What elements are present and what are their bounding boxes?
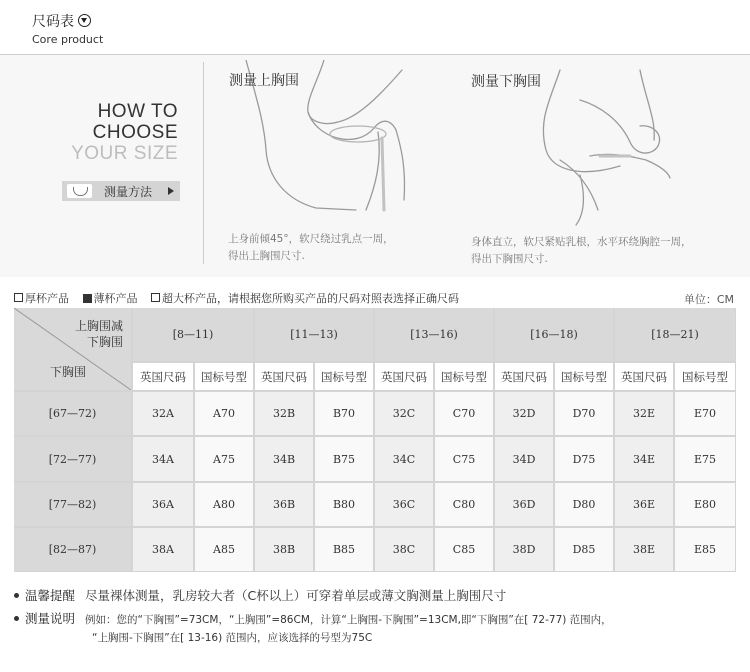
chevron-down-icon[interactable] bbox=[78, 14, 91, 27]
underbust-range: [67—72) bbox=[14, 392, 131, 435]
size-cell: 34C bbox=[375, 437, 433, 481]
lower-desc-line-1: 身体直立，软尺紧贴乳根，水平环绕胸腔一周， bbox=[471, 236, 692, 248]
upper-desc-line-2: 得出上胸围尺寸. bbox=[228, 250, 305, 262]
size-cell: E70 bbox=[675, 392, 735, 435]
how-line-3: YOUR SIZE bbox=[71, 143, 178, 164]
measure-line-1: 例如：您的“下胸围”=73CM，“上胸围”=86CM，计算“上胸围-下胸围”=13CM,即“下胸围”在[ 72-77) 范围内， bbox=[85, 614, 612, 626]
intl-size-header: 国标号型 bbox=[435, 363, 493, 390]
size-cell: 32C bbox=[375, 392, 433, 435]
legend-thin bbox=[83, 292, 138, 305]
size-cell: A70 bbox=[195, 392, 253, 435]
intl-size-header: 国标号型 bbox=[195, 363, 253, 390]
measure-label: 测量说明 bbox=[25, 611, 76, 626]
size-cell: C85 bbox=[435, 528, 493, 571]
size-cell: 36B bbox=[255, 483, 313, 526]
upper-bust-title: 测量上胸围 bbox=[229, 73, 299, 89]
legend-thin-label: 薄杯产品 bbox=[93, 292, 138, 305]
measure-note bbox=[14, 609, 612, 627]
legend-big bbox=[151, 292, 459, 305]
measure-line-2: “上胸围-下胸围”在[ 13-16) 范围内，应该选择的号型为75C bbox=[92, 632, 373, 644]
size-cell: A80 bbox=[195, 483, 253, 526]
group-header: [8—11) bbox=[133, 308, 253, 361]
size-cell: 32E bbox=[615, 392, 673, 435]
size-cell: 34D bbox=[495, 437, 553, 481]
size-cell: D70 bbox=[555, 392, 613, 435]
bra-icon bbox=[67, 184, 92, 198]
size-cell: 38E bbox=[615, 528, 673, 571]
legend-thick bbox=[14, 292, 69, 305]
size-cell: 36A bbox=[133, 483, 193, 526]
tip-label: 温馨提醒 bbox=[25, 588, 76, 603]
play-arrow-icon bbox=[168, 187, 174, 195]
subtitle: Core product bbox=[32, 33, 104, 46]
size-cell: D75 bbox=[555, 437, 613, 481]
size-cell: 34E bbox=[615, 437, 673, 481]
group-header: [16—18) bbox=[495, 308, 613, 361]
size-cell: 38C bbox=[375, 528, 433, 571]
size-cell: 36C bbox=[375, 483, 433, 526]
measure-method-button[interactable] bbox=[62, 181, 180, 201]
underbust-range: [82—87) bbox=[14, 528, 131, 571]
size-cell: E75 bbox=[675, 437, 735, 481]
size-cell: B80 bbox=[315, 483, 373, 526]
how-line-1: HOW TO bbox=[97, 101, 178, 122]
corner-top-line-1: 上胸围减 bbox=[74, 319, 123, 333]
cup-type-legend bbox=[14, 290, 469, 306]
uk-size-header: 英国尺码 bbox=[133, 363, 193, 390]
legend-big-label: 超大杯产品，请根据您所购买产品的尺码对照表选择正确尺码 bbox=[162, 292, 459, 305]
intl-size-header: 国标号型 bbox=[315, 363, 373, 390]
how-to-choose-heading bbox=[71, 101, 178, 164]
group-header: [11—13) bbox=[255, 308, 373, 361]
corner-top-label bbox=[75, 318, 123, 350]
uk-size-header: 英国尺码 bbox=[375, 363, 433, 390]
lower-bust-illustration bbox=[520, 60, 710, 230]
size-table bbox=[14, 308, 736, 572]
size-cell: C80 bbox=[435, 483, 493, 526]
legend-thick-label: 厚杯产品 bbox=[25, 292, 69, 305]
size-cell: 38D bbox=[495, 528, 553, 571]
size-cell: D80 bbox=[555, 483, 613, 526]
size-cell: 36D bbox=[495, 483, 553, 526]
empty-square-icon bbox=[14, 293, 23, 302]
size-cell: E80 bbox=[675, 483, 735, 526]
size-cell: 32D bbox=[495, 392, 553, 435]
size-cell: 36E bbox=[615, 483, 673, 526]
size-cell: C75 bbox=[435, 437, 493, 481]
group-header: [18—21) bbox=[615, 308, 735, 361]
upper-desc-line-1: 上身前倾45°，软尺绕过乳点一周， bbox=[228, 233, 394, 245]
size-cell: A75 bbox=[195, 437, 253, 481]
uk-size-header: 英国尺码 bbox=[615, 363, 673, 390]
table-corner bbox=[14, 308, 131, 390]
size-cell: 34B bbox=[255, 437, 313, 481]
uk-size-header: 英国尺码 bbox=[495, 363, 553, 390]
size-cell: A85 bbox=[195, 528, 253, 571]
size-cell: D85 bbox=[555, 528, 613, 571]
size-cell: 32B bbox=[255, 392, 313, 435]
how-line-2: CHOOSE bbox=[92, 122, 178, 143]
underbust-range: [77—82) bbox=[14, 483, 131, 526]
empty-square-icon bbox=[151, 293, 160, 302]
tip-text: 尽量裸体测量，乳房较大者（C杯以上）可穿着单层或薄文胸测量上胸围尺寸 bbox=[85, 588, 507, 603]
size-cell: 32A bbox=[133, 392, 193, 435]
size-chart-title bbox=[32, 11, 91, 31]
size-cell: 38A bbox=[133, 528, 193, 571]
lower-bust-title: 测量下胸围 bbox=[471, 74, 541, 90]
unit-label: 单位：CM bbox=[683, 293, 734, 306]
group-header: [13—16) bbox=[375, 308, 493, 361]
lower-desc-line-2: 得出下胸围尺寸. bbox=[471, 253, 548, 265]
intl-size-header: 国标号型 bbox=[675, 363, 735, 390]
corner-top-line-2: 下胸围 bbox=[86, 335, 123, 349]
intl-size-header: 国标号型 bbox=[555, 363, 613, 390]
lower-bust-desc bbox=[471, 234, 692, 268]
size-cell: B70 bbox=[315, 392, 373, 435]
measure-note-cont bbox=[92, 630, 372, 645]
underbust-range: [72—77) bbox=[14, 437, 131, 481]
bullet-icon bbox=[14, 593, 19, 598]
bullet-icon bbox=[14, 616, 19, 621]
title-text: 尺码表 bbox=[32, 14, 74, 30]
measure-method-label: 测量方法 bbox=[104, 185, 153, 199]
size-cell: B85 bbox=[315, 528, 373, 571]
size-cell: B75 bbox=[315, 437, 373, 481]
size-cell: E85 bbox=[675, 528, 735, 571]
filled-square-icon bbox=[83, 294, 92, 303]
corner-bottom-label: 下胸围 bbox=[50, 365, 87, 379]
tip-note bbox=[14, 586, 506, 604]
guide-divider bbox=[203, 62, 204, 264]
uk-size-header: 英国尺码 bbox=[255, 363, 313, 390]
size-cell: 38B bbox=[255, 528, 313, 571]
size-cell: 34A bbox=[133, 437, 193, 481]
size-cell: C70 bbox=[435, 392, 493, 435]
upper-bust-desc bbox=[228, 231, 394, 265]
